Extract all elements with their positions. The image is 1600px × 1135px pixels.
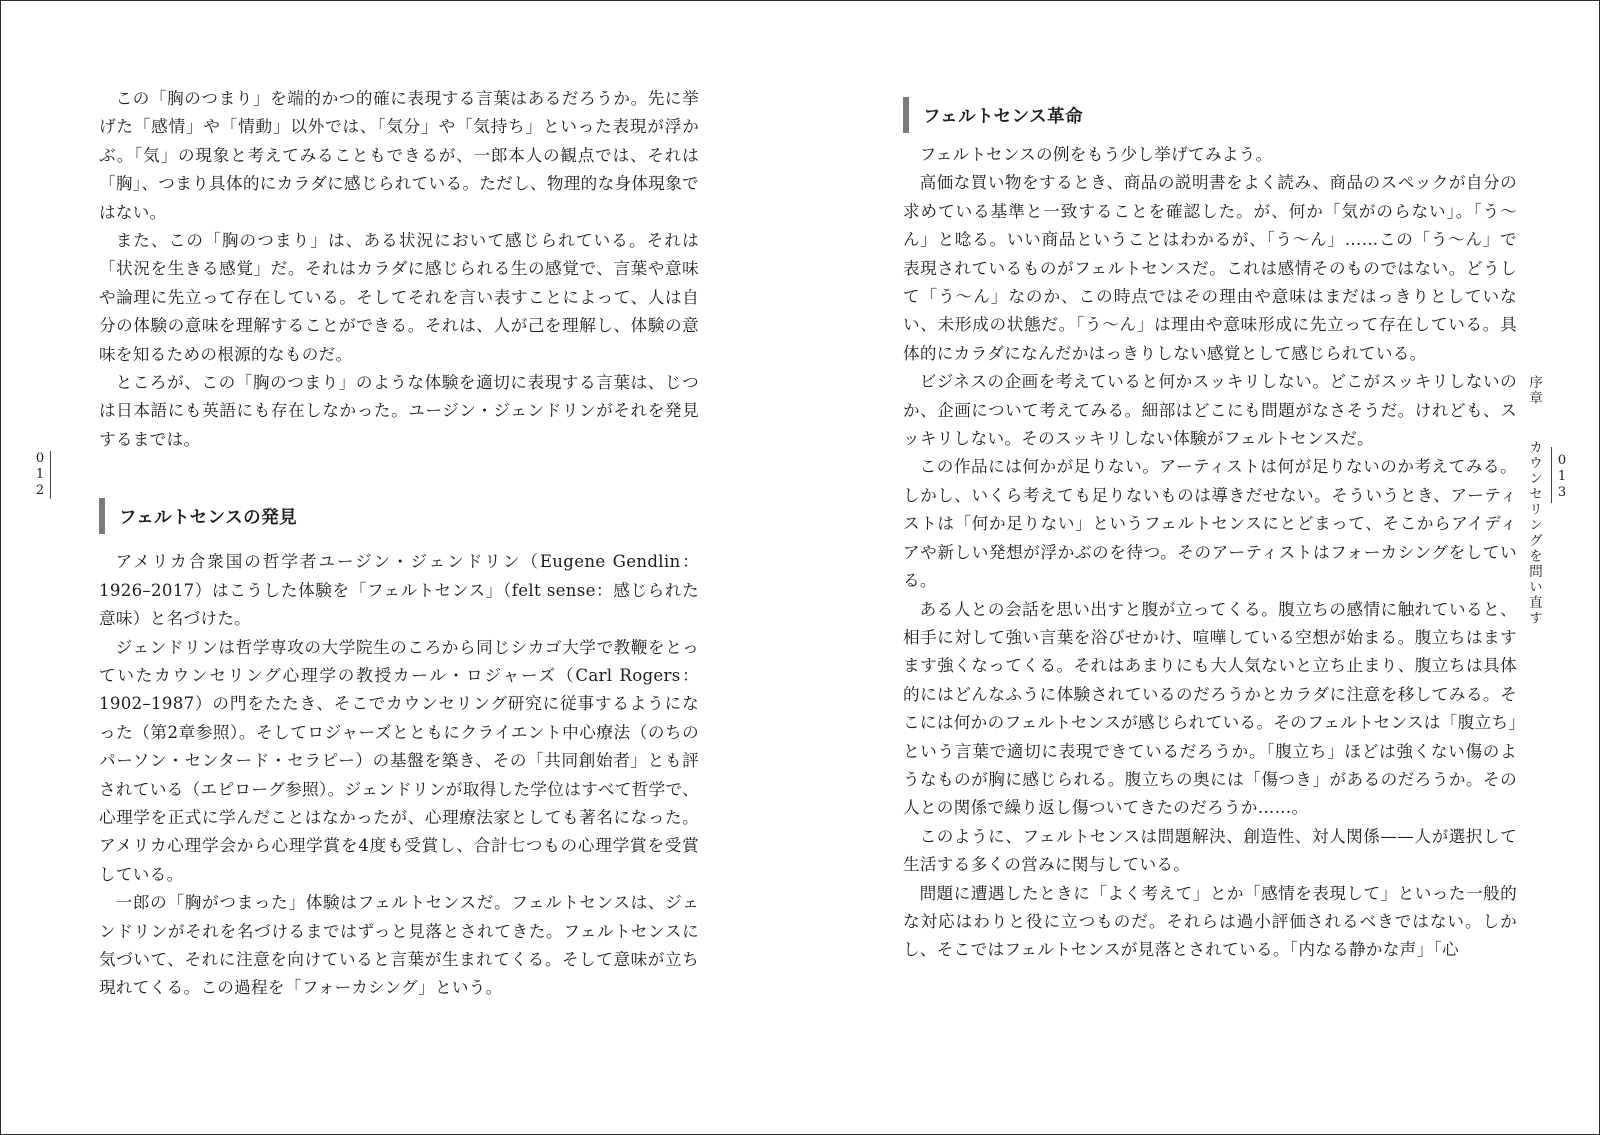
- page-number-digit: 2: [35, 483, 45, 498]
- section-heading-discovery: [99, 498, 699, 534]
- left-paragraph-5: ジェンドリンは哲学専攻の大学院生のころから同じシカゴ大学で教鞭をとっていたカウンセリング心理学の教授カール・ロジャーズ（Carl Rogers：1902–1987）の門をたたき、そこでカウンセリング研究に従事するようになった（第2章参照）。そしてロジャーズとともにクライエント中心療法（のちのパーソン・センタード・セラピー）の基盤を築き、その「共同創始者」とも評されている（エピローグ参照）。ジェンドリンが取得した学位はすべて哲学で、心理学を正式に学んだことはなかったが、心理療法家としても著名になった。アメリカ心理学会から心理学賞を4度も受賞し、合計七つもの心理学賞を受賞している。: [99, 637, 699, 884]
- left-paragraph-4: アメリカ合衆国の哲学者ユージン・ジェンドリン（Eugene Gendlin：1926–2017）はこうした体験を「フェルトセンス」（felt sense：感じられた意味）と名づけた。: [99, 552, 699, 629]
- right-paragraph-3: ビジネスの企画を考えていると何かスッキリしない。どこがスッキリしないのか、企画について考えてみる。細部はどこにも問題がなさそうだ。けれども、スッキリしない。そのスッキリしない体験がフェルトセンスだ。: [903, 372, 1517, 449]
- page-number-digit: 3: [1557, 485, 1567, 500]
- folio-rule: [1551, 447, 1552, 503]
- left-paragraph-1: この「胸のつまり」を端的かつ的確に表現する言葉はあるだろうか。先に挙げた「感情」や「情動」以外では、「気分」や「気持ち」といった表現が浮かぶ。「気」の現象と考えてみることもできるが、一郎本人の観点では、それは「胸」、つまり具体的にカラダに感じられている。ただし、物理的な身体現象ではない。: [99, 89, 699, 222]
- right-paragraph-1: フェルトセンスの例をもう少し挙げてみよう。: [919, 145, 1273, 164]
- running-head-chapter: 序章: [1526, 375, 1542, 406]
- right-paragraph-7: 問題に遭遇したときに「よく考えて」とか「感情を表現して」といった一般的な対応はわりと役に立つものだ。それらは過小評価されるべきではない。しかし、そこではフェルトセンスが見落とされている。「内なる静かな声」「心: [903, 883, 1517, 960]
- section-heading-text: フェルトセンスの発見: [119, 507, 298, 528]
- heading-bar: [903, 97, 909, 133]
- folio-rule: [50, 451, 51, 499]
- page-number-digit: 0: [35, 451, 45, 466]
- heading-bar: [99, 498, 105, 534]
- page-number-left: [33, 451, 47, 499]
- right-paragraph-4: この作品には何かが足りない。アーティストは何が足りないのか考えてみる。しかし、いくら考えても足りないものは導きだせない。そういうとき、アーティストは「何か足りない」というフェルトセンスにとどまって、そこからアイディアや新しい発想が浮かぶのを待つ。そのアーティストはフォーカシングをしている。: [903, 457, 1517, 591]
- section-heading-revolution: [903, 97, 1517, 133]
- page-number-digit: 1: [35, 467, 45, 482]
- section-heading-text: フェルトセンス革命: [923, 106, 1084, 127]
- running-head: [1524, 375, 1544, 626]
- running-head-title: カウンセリングを問い直す: [1526, 440, 1542, 627]
- left-paragraph-2: また、この「胸のつまり」は、ある状況において感じられている。それは「状況を生きる感覚」だ。それはカラダに感じられる生の感覚で、言葉や意味や論理に先立って存在している。そしてそれを言い表すことによって、人は自分の体験の意味を理解することができる。それは、人が己を理解し、体験の意味を知るための根源的なものだ。: [99, 231, 699, 364]
- page-number-digit: 0: [1557, 453, 1567, 468]
- left-paragraph-6: 一郎の「胸がつまった」体験はフェルトセンスだ。フェルトセンスは、ジェンドリンがそれを名づけるまではずっと見落とされてきた。フェルトセンスに気づいて、それに注意を向けていると言葉が生まれてくる。そして意味が立ち現れてくる。この過程を「フォーカシング」という。: [99, 893, 699, 998]
- left-page-body: [99, 85, 699, 1003]
- right-page-body: [903, 97, 1517, 965]
- right-paragraph-5: ある人との会話を思い出すと腹が立ってくる。腹立ちの感情に触れていると、相手に対して強い言葉を浴びせかけ、喧嘩している空想が始まる。腹立ちはますます強くなってくる。それはあまりにも大人気ないと立ち止まり、腹立ちは具体的にはどんなふうに体験されているのだろうかとカラダに注意を移してみる。そこには何かのフェルトセンスが感じられている。そのフェルトセンスは「腹立ち」という言葉で適切に表現できているだろうか。「腹立ち」ほどは強くない傷のようなものが胸に感じられる。腹立ちの奥には「傷つき」があるのだろうか。その人との関係で繰り返し傷ついてきたのだろうか……。: [903, 599, 1517, 818]
- left-paragraph-3: ところが、この「胸のつまり」のような体験を適切に表現する言葉は、じつは日本語にも英語にも存在しなかった。ユージン・ジェンドリンがそれを発見するまでは。: [99, 373, 699, 449]
- page-number-digit: 1: [1557, 469, 1567, 484]
- page-number-right: [1555, 453, 1569, 501]
- right-paragraph-6: このように、フェルトセンスは問題解決、創造性、対人関係——人が選択して生活する多くの営みに関与している。: [903, 826, 1517, 875]
- right-paragraph-2: 高価な買い物をするとき、商品の説明書をよく読み、商品のスペックが自分の求めている基準と一致することを確認した。が、何か「気がのらない」。「う～ん」と唸る。いい商品ということはわかるが、「う～ん」……この「う～ん」で表現されているものがフェルトセンスだ。これは感情そのものではない。どうして「う～ん」なのか、この時点ではその理由や意味はまだはっきりとしていない、未形成の状態だ。「う～ん」は理由や意味形成に先立って存在している。具体的にカラダになんだかはっきりしない感覚として感じられている。: [903, 173, 1517, 363]
